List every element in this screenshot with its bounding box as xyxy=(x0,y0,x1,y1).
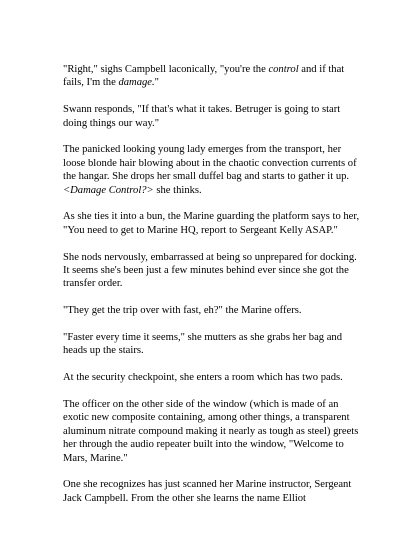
paragraph xyxy=(63,210,365,237)
text-run: The officer on the other side of the window (which is made of an exotic new composite containing, among other things, a transparent aluminum nitrate compound making it nearly as tough as steel) greets her through the audio repeater built into the window, "Welcome to Mars, Marine." xyxy=(63,399,359,464)
paragraph xyxy=(63,478,365,505)
text-run: " xyxy=(154,77,159,89)
paragraph xyxy=(63,331,365,358)
text-run: One she recognizes has just scanned her Marine instructor, Sergeant Jack Campbell. From the other she learns the name Elliot xyxy=(63,479,352,504)
text-run: She nods nervously, embarrassed at being so unprepared for docking. It seems she's been just a few minutes behind ever since she got the transfer order. xyxy=(63,251,357,290)
emphasis-text: <Damage Control?> xyxy=(63,184,154,196)
paragraph xyxy=(63,63,365,90)
emphasis-text: control xyxy=(268,64,299,75)
text-run: "Right," sighs Campbell laconically, "you're the xyxy=(63,64,269,75)
paragraph xyxy=(63,251,365,291)
text-run: "Faster every time it seems," she mutters as she grabs her bag and heads up the stairs. xyxy=(63,332,343,357)
paragraph xyxy=(63,398,365,465)
text-run: Swann responds, "If that's what it takes. Betruger is going to start doing things our way." xyxy=(63,104,341,129)
paragraph xyxy=(63,103,365,130)
text-run: she thinks. xyxy=(153,184,202,196)
paragraph xyxy=(63,143,365,197)
text-run: "They get the trip over with fast, eh?" the Marine offers. xyxy=(63,305,302,317)
emphasis-text: damage. xyxy=(118,77,155,89)
text-run: At the security checkpoint, she enters a room which has two pads. xyxy=(63,372,343,384)
text-run: and if that fails, I'm the xyxy=(63,64,345,89)
text-run: The panicked looking young lady emerges from the transport, her loose blonde hair blowing about in the chaotic convection currents of the hangar. She drops her small duffel bag and starts to gather it up. xyxy=(63,144,357,183)
paragraph xyxy=(63,371,365,384)
story-text xyxy=(63,63,365,519)
text-run: As she ties it into a bun, the Marine guarding the platform says to her, "You need to get to Marine HQ, report to Sergeant Kelly ASAP." xyxy=(63,211,360,236)
paragraph xyxy=(63,304,365,317)
